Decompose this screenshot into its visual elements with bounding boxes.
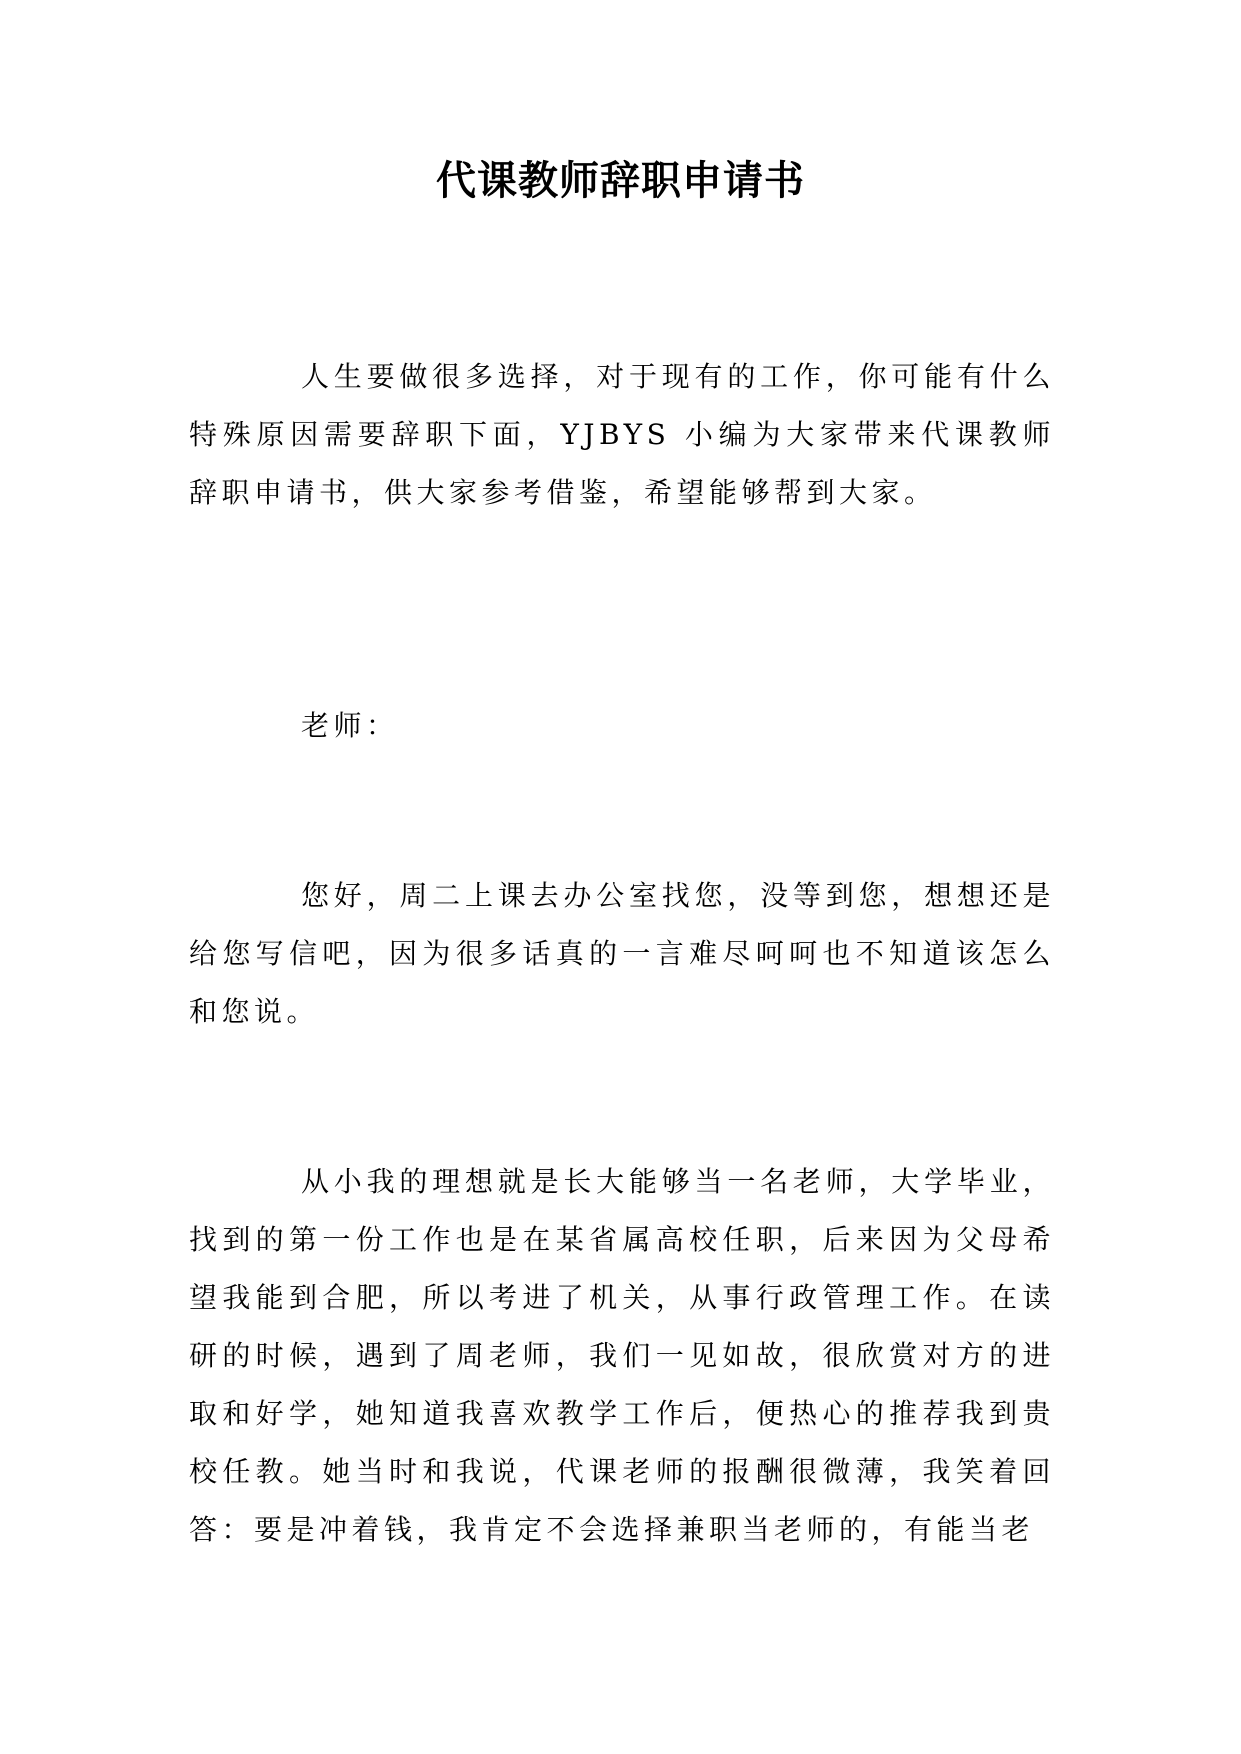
salutation: 老师： bbox=[301, 709, 399, 742]
intro-paragraph: 人生要做很多选择，对于现有的工作，你可能有什么特殊原因需要辞职下面，YJBYS 小编为大家带来代课教师辞职申请书，供大家参考借鉴，希望能够帮到大家。 bbox=[189, 360, 1055, 509]
body-paragraph-2: 从小我的理想就是长大能够当一名老师，大学毕业，找到的第一份工作也是在某省属高校任职，后来因为父母希望我能到合肥，所以考进了机关，从事行政管理工作。在读研的时候，遇到了周老师，我们一见如故，很欣赏对方的进取和好学，她知道我喜欢教学工作后，便热心的推荐我到贵校任教。她当时和我说，代课老师的报酬很微薄，我笑着回答：要是冲着钱，我肯定不会选择兼职当老师的，有能当老 bbox=[189, 1165, 1055, 1546]
document-title: 代课教师辞职申请书 bbox=[436, 157, 805, 204]
body-paragraph-1: 您好，周二上课去办公室找您，没等到您，想想还是给您写信吧，因为很多话真的一言难尽呵呵也不知道该怎么和您说。 bbox=[189, 879, 1055, 1028]
